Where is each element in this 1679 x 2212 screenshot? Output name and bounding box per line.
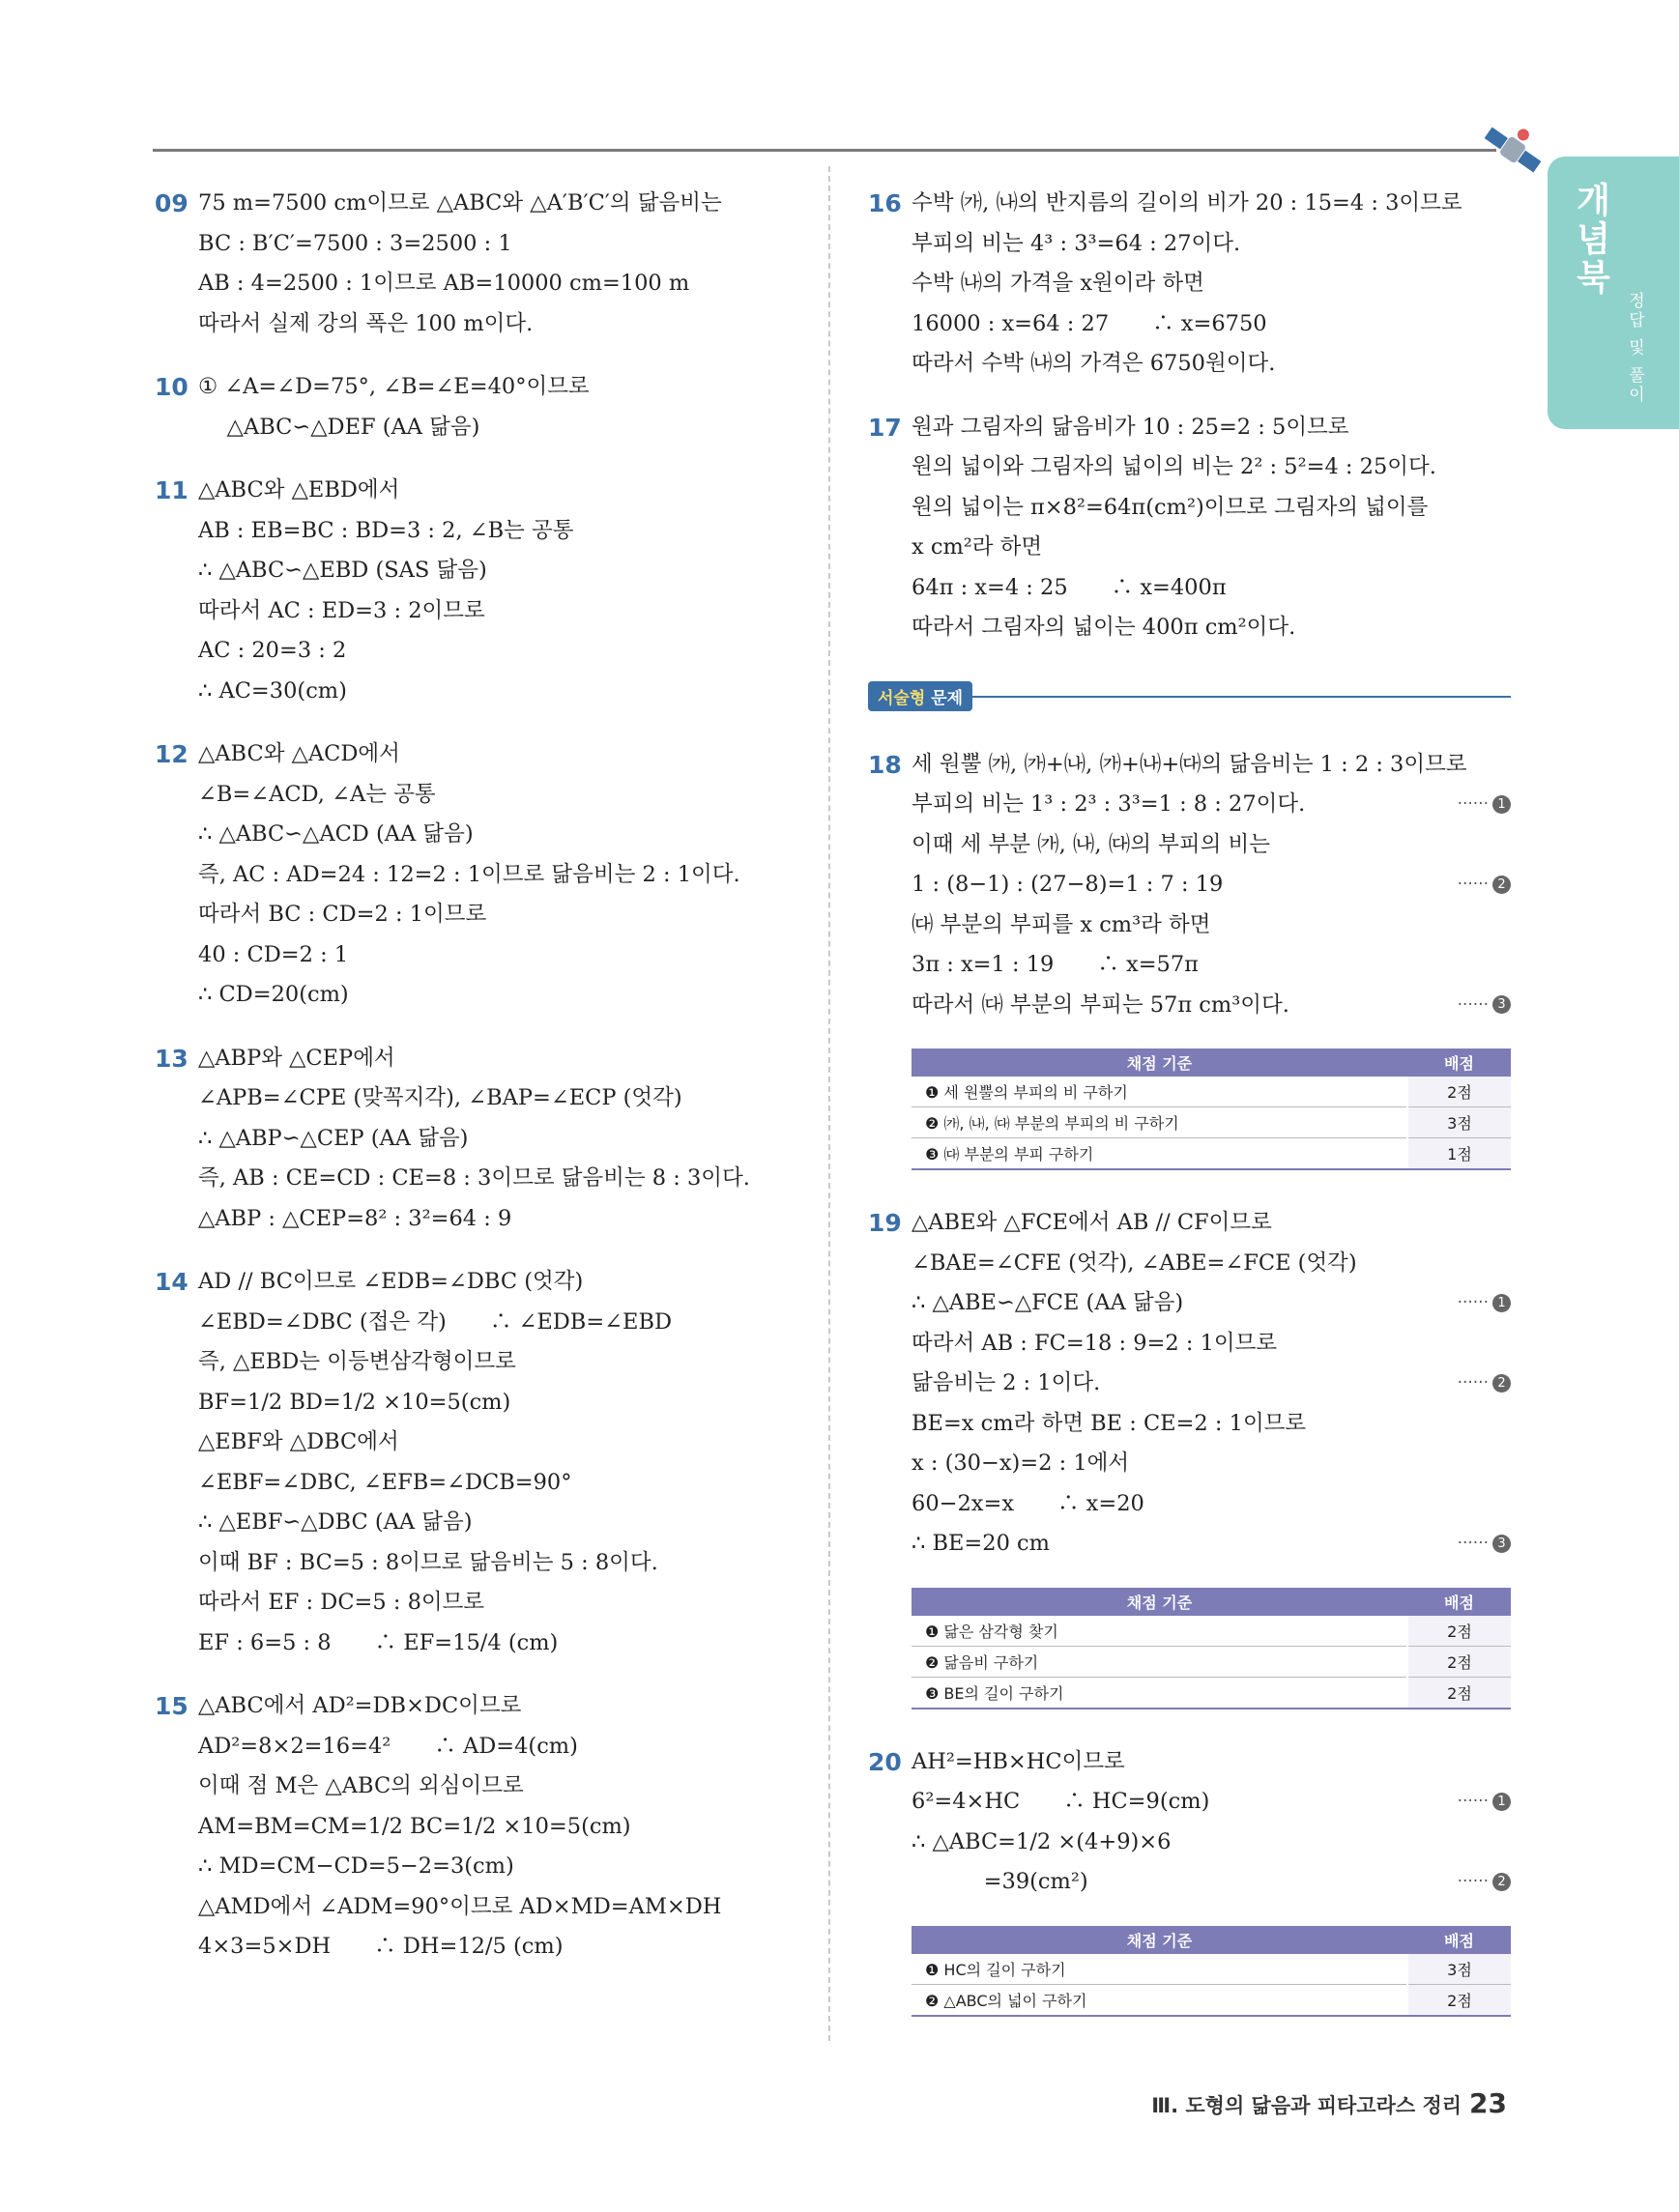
solution-line: ∴ △EBF∽△DBC (AA 닮음) xyxy=(198,1509,473,1535)
left-column xyxy=(155,184,812,1991)
solution-line: ㈐ 부분의 부피를 x cm³라 하면 xyxy=(912,911,1211,937)
table-row: ❶ HC의 길이 구하기 3점 xyxy=(912,1954,1511,1985)
solution-line: ∴ △ABE∽△FCE (AA 닮음) ······ 1 xyxy=(912,1283,1511,1324)
side-tab[interactable] xyxy=(1548,157,1679,429)
solution-line: 40 : CD=2 : 1 xyxy=(198,941,349,967)
solution-line: 따라서 수박 ㈏의 가격은 6750원이다. xyxy=(912,351,1276,376)
solution-line: 수박 ㈎, ㈏의 반지름의 길이의 비가 20 : 15=4 : 3이므로 xyxy=(912,190,1462,215)
problem-number: 09 xyxy=(155,189,188,217)
solution-line: 따라서 AB : FC=18 : 9=2 : 1이므로 xyxy=(912,1330,1278,1356)
problem-17 xyxy=(868,408,1511,648)
problem-18 xyxy=(868,745,1511,1026)
solution-line: △ABC와 △EBD에서 xyxy=(198,477,400,503)
side-tab-subtitle: 정답 및 풀이 xyxy=(1625,292,1644,405)
solution-line: BF=1/2 BD=1/2 ×10=5(cm) xyxy=(198,1389,511,1415)
solution-line: 따라서 EF : DC=5 : 8이므로 xyxy=(198,1590,485,1615)
solution-line: 세 원뿔 ㈎, ㈎+㈏, ㈎+㈏+㈐의 닮음비는 1 : 2 : 3이므로 xyxy=(912,751,1467,777)
problem-19 xyxy=(868,1203,1511,1565)
solution-line: △ABC와 △ACD에서 xyxy=(198,741,400,766)
problem-16 xyxy=(868,184,1511,385)
step-marker: ······ 2 xyxy=(1458,865,1511,905)
solution-line: 75 m=7500 cm이므로 △ABC와 △A′B′C′의 닮음비는 xyxy=(198,190,722,215)
problem-number: 12 xyxy=(155,740,188,768)
solution-line: ∴ △ABC=1/2 ×(4+9)×6 xyxy=(912,1828,1172,1854)
right-column xyxy=(868,184,1511,2050)
step-marker: ······ 1 xyxy=(1458,1782,1511,1823)
solution-line: ∴ AC=30(cm) xyxy=(198,677,347,704)
table-row: ❷ 닮음비 구하기 2점 xyxy=(912,1646,1511,1677)
solution-line: ∴ BE=20 cm ······ 3 xyxy=(912,1524,1511,1565)
solution-line: 부피의 비는 4³ : 3³=64 : 27이다. xyxy=(912,230,1241,256)
table-row: ❸ BE의 길이 구하기 2점 xyxy=(912,1677,1511,1709)
problem-number: 13 xyxy=(155,1044,188,1073)
solution-line: 6²=4×HC ∴ HC=9(cm) ······ 1 xyxy=(912,1782,1511,1823)
page-footer xyxy=(1151,2087,1507,2119)
solution-line: ∴ △ABC∽△ACD (AA 닮음) xyxy=(198,821,474,847)
problem-15 xyxy=(155,1686,812,1968)
problem-number: 18 xyxy=(868,750,902,779)
solution-line: 64π : x=4 : 25 ∴ x=400π xyxy=(912,574,1227,600)
solution-line: △ABP : △CEP=8² : 3²=64 : 9 xyxy=(198,1205,512,1231)
step-marker: ······ 1 xyxy=(1458,1283,1511,1324)
solution-line: 따라서 실제 강의 폭은 100 m이다. xyxy=(198,310,534,336)
problem-number: 19 xyxy=(868,1209,902,1237)
solution-line: 이때 점 M은 △ABC의 외심이므로 xyxy=(198,1773,524,1798)
step-marker: ······ 3 xyxy=(1458,1524,1511,1565)
problem-number: 14 xyxy=(155,1268,188,1296)
solution-line: 원의 넓이와 그림자의 넓이의 비는 2² : 5²=4 : 25이다. xyxy=(912,454,1436,479)
solution-line: 부피의 비는 1³ : 2³ : 3³=1 : 8 : 27이다. ······ 1 xyxy=(912,785,1511,825)
solution-line: AH²=HB×HC이므로 xyxy=(912,1748,1125,1774)
solution-line: 따라서 BC : CD=2 : 1이므로 xyxy=(198,902,487,927)
solution-line: △ABC∽△DEF (AA 닮음) xyxy=(198,414,480,440)
essay-badge: 서술형 문제 xyxy=(868,681,972,711)
column-divider xyxy=(828,166,830,2041)
solution-line: 60−2x=x ∴ x=20 xyxy=(912,1490,1144,1516)
table-row: ❸ ㈐ 부분의 부피 구하기 1점 xyxy=(912,1138,1511,1170)
solution-line: △ABP와 △CEP에서 xyxy=(198,1045,395,1071)
solution-line: 수박 ㈏의 가격을 x원이라 하면 xyxy=(912,271,1204,296)
page-number: 23 xyxy=(1469,2087,1507,2119)
solution-line: 16000 : x=64 : 27 ∴ x=6750 xyxy=(912,310,1267,336)
problem-number: 20 xyxy=(868,1747,902,1776)
solution-line: 4×3=5×DH ∴ DH=12/5 (cm) xyxy=(198,1934,564,1959)
problem-number: 17 xyxy=(868,413,902,442)
solution-line: ∴ △ABP∽△CEP (AA 닮음) xyxy=(198,1125,469,1151)
satellite-icon xyxy=(1479,116,1547,184)
solution-line: AM=BM=CM=1/2 BC=1/2 ×10=5(cm) xyxy=(198,1813,631,1839)
solution-line: 따라서 AC : ED=3 : 2이므로 xyxy=(198,597,485,623)
solution-line: 닮음비는 2 : 1이다. ······ 2 xyxy=(912,1364,1511,1404)
essay-section-header xyxy=(868,681,1511,712)
chapter-title: Ⅲ. 도형의 닮음과 피타고라스 정리 xyxy=(1151,2094,1462,2117)
solution-line: AB : 4=2500 : 1이므로 AB=10000 cm=100 m xyxy=(198,271,690,296)
solution-line: AB : EB=BC : BD=3 : 2, ∠B는 공통 xyxy=(198,517,574,543)
table-row: ❶ 닮은 삼각형 찾기 2점 xyxy=(912,1616,1511,1647)
step-marker: ······ 2 xyxy=(1458,1862,1511,1903)
solution-line: AD²=8×2=16=4² ∴ AD=4(cm) xyxy=(198,1733,578,1759)
solution-line: =39(cm²) ······ 2 xyxy=(912,1862,1511,1903)
solution-line: ① ∠A=∠D=75°, ∠B=∠E=40°이므로 xyxy=(198,374,590,399)
solution-line: ∴ △ABC∽△EBD (SAS 닮음) xyxy=(198,558,487,583)
scoring-table: 채점 기준 배점 ❶ 닮은 삼각형 찾기 2점 ❷ 닮음비 구하기 2점 ❸ BE의 길이 구하기 2점 xyxy=(912,1588,1511,1709)
problem-12 xyxy=(155,734,812,1016)
solution-line: EF : 6=5 : 8 ∴ EF=15/4 (cm) xyxy=(198,1629,559,1655)
solution-line: △EBF와 △DBC에서 xyxy=(198,1429,399,1454)
solution-line: 원과 그림자의 닮음비가 10 : 25=2 : 5이므로 xyxy=(912,414,1349,440)
scoring-table: 채점 기준 배점 ❶ HC의 길이 구하기 3점 ❷ △ABC의 넓이 구하기 2점 xyxy=(912,1926,1511,2017)
solution-line: AC : 20=3 : 2 xyxy=(198,638,347,663)
problem-09 xyxy=(155,184,812,344)
problem-20 xyxy=(868,1742,1511,1903)
solution-line: △ABC에서 AD²=DB×DC이므로 xyxy=(198,1693,522,1718)
step-marker: ······ 1 xyxy=(1458,785,1511,825)
solution-line: 1 : (8−1) : (27−8)=1 : 7 : 19 ······ 2 xyxy=(912,865,1511,905)
solution-line: ∠EBD=∠DBC (접은 각) ∴ ∠EDB=∠EBD xyxy=(198,1308,673,1335)
top-rule xyxy=(153,149,1496,152)
scoring-table: 채점 기준 배점 ❶ 세 원뿔의 부피의 비 구하기 2점 ❷ ㈎, ㈏, ㈐ 부분의 부피의 비 구하기 3점 ❸ ㈐ 부분의 부피 구하기 1점 xyxy=(912,1049,1511,1170)
problem-number: 15 xyxy=(155,1692,188,1720)
problem-14 xyxy=(155,1262,812,1663)
solution-line: 3π : x=1 : 19 ∴ x=57π xyxy=(912,952,1199,977)
solution-line: x cm²라 하면 xyxy=(912,534,1043,560)
problem-number: 16 xyxy=(868,189,902,217)
solution-line: ∠BAE=∠CFE (엇각), ∠ABE=∠FCE (엇각) xyxy=(912,1250,1357,1276)
solution-line: ∴ MD=CM−CD=5−2=3(cm) xyxy=(198,1853,514,1879)
solution-line: ∠EBF=∠DBC, ∠EFB=∠DCB=90° xyxy=(198,1469,572,1495)
solution-line: BE=x cm라 하면 BE : CE=2 : 1이므로 xyxy=(912,1410,1307,1436)
solution-line: 따라서 그림자의 넓이는 400π cm²이다. xyxy=(912,615,1296,640)
solution-line: 즉, △EBD는 이등변삼각형이므로 xyxy=(198,1349,516,1374)
step-marker: ······ 2 xyxy=(1458,1364,1511,1404)
solution-line: △ABE와 △FCE에서 AB // CF이므로 xyxy=(912,1210,1272,1235)
solution-line: 따라서 ㈐ 부분의 부피는 57π cm³이다. ······ 3 xyxy=(912,986,1511,1026)
table-row: ❶ 세 원뿔의 부피의 비 구하기 2점 xyxy=(912,1077,1511,1107)
table-row: ❷ ㈎, ㈏, ㈐ 부분의 부피의 비 구하기 3점 xyxy=(912,1107,1511,1138)
solution-line: 이때 BF : BC=5 : 8이므로 닮음비는 5 : 8이다. xyxy=(198,1549,658,1575)
solution-line: 즉, AB : CE=CD : CE=8 : 3이므로 닮음비는 8 : 3이다. xyxy=(198,1165,750,1191)
problem-number: 11 xyxy=(155,476,188,504)
step-marker: ······ 3 xyxy=(1458,986,1511,1026)
solution-line: 이때 세 부분 ㈎, ㈏, ㈐의 부피의 비는 xyxy=(912,831,1270,857)
solution-line: ∴ CD=20(cm) xyxy=(198,982,349,1007)
solution-line: 즉, AC : AD=24 : 12=2 : 1이므로 닮음비는 2 : 1이다. xyxy=(198,861,740,887)
solution-line: x : (30−x)=2 : 1에서 xyxy=(912,1451,1130,1476)
problem-number: 10 xyxy=(155,373,188,401)
table-row: ❷ △ABC의 넓이 구하기 2점 xyxy=(912,1984,1511,2016)
solution-line: ∠APB=∠CPE (맞꼭지각), ∠BAP=∠ECP (엇각) xyxy=(198,1085,682,1110)
problem-10 xyxy=(155,367,812,447)
problem-13 xyxy=(155,1039,812,1240)
solution-line: △AMD에서 ∠ADM=90°이므로 AD×MD=AM×DH xyxy=(198,1893,722,1919)
solution-line: ∠B=∠ACD, ∠A는 공통 xyxy=(198,781,436,807)
side-tab-title: 개념북 xyxy=(1571,182,1610,298)
solution-line: BC : B′C′=7500 : 3=2500 : 1 xyxy=(198,230,512,256)
solution-line: AD // BC이므로 ∠EDB=∠DBC (엇각) xyxy=(198,1269,584,1294)
problem-11 xyxy=(155,471,812,711)
solution-line: 원의 넓이는 π×8²=64π(cm²)이므로 그림자의 넓이를 xyxy=(912,494,1429,520)
